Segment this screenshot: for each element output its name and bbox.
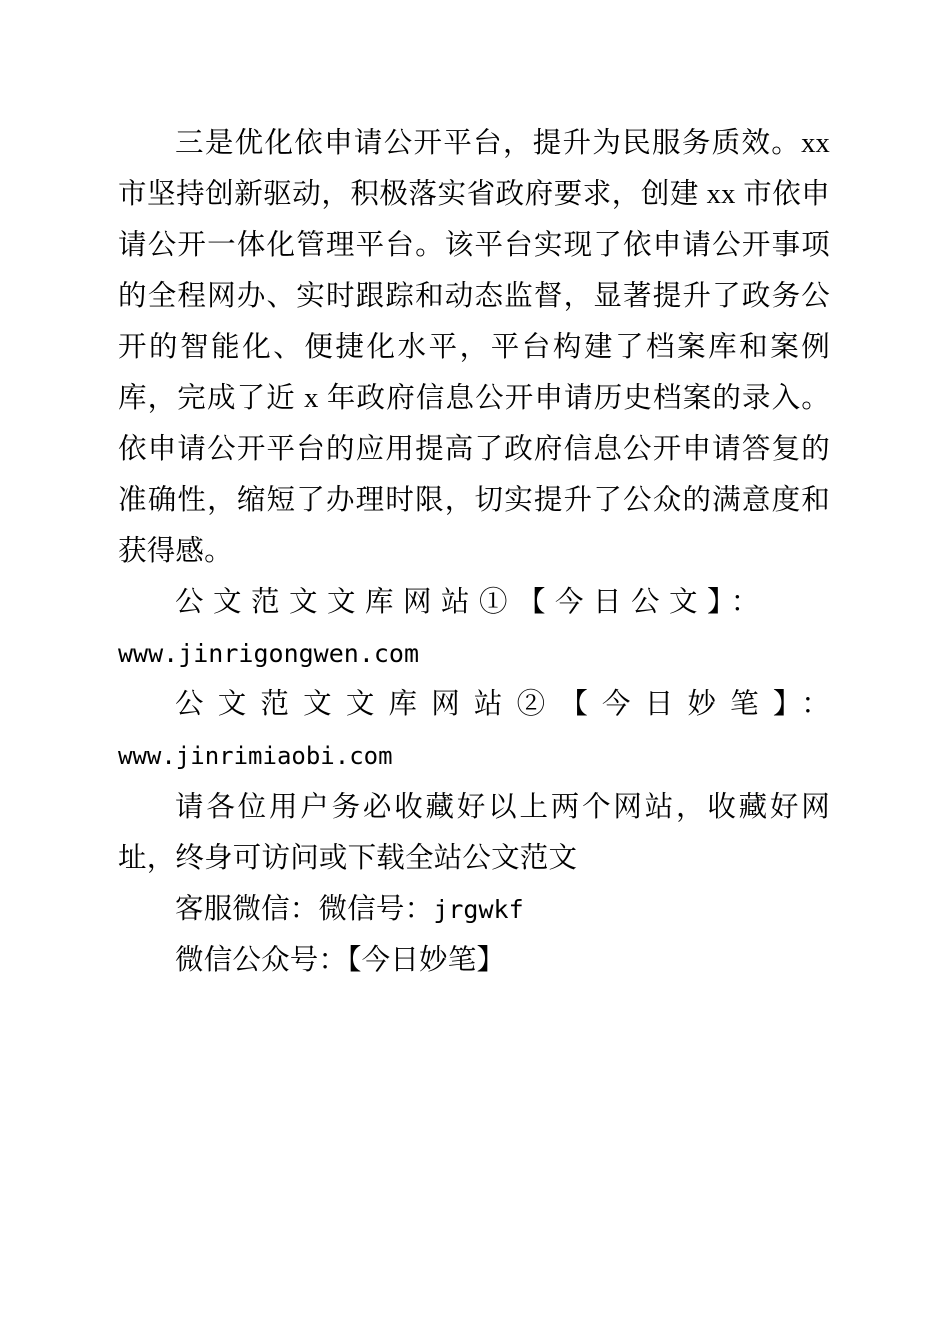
paragraph-main: 三是优化依申请公开平台，提升为民服务质效。xx 市坚持创新驱动，积极落实省政府要求，创建 xx 市依申请公开一体化管理平台。该平台实现了依申请公开事项的全程网办、实时跟踪和动态监督，显著提升了政务公开的智能化、便捷化水平，平台构建了档案库和案例库，完成了近 x 年政府信息公开申请历史档案的录入。依申请公开平台的应用提高了政府信息公开申请答复的准确性，缩短了办理时限，切实提升了公众的满意度和获得感。 xyxy=(118,128,830,567)
site-two-url: www.jinrimiaobi.com xyxy=(118,742,393,770)
paragraph-site-two xyxy=(118,679,830,782)
paragraph-bookmark-notice: 请各位用户务必收藏好以上两个网站，收藏好网址，终身可访问或下载全站公文范文 xyxy=(118,792,830,874)
paragraph-service-wechat xyxy=(118,884,830,935)
document-body xyxy=(118,118,830,986)
site-one-url: www.jinrigongwen.com xyxy=(118,639,420,668)
service-wechat-id: jrgwkf xyxy=(433,895,524,924)
site-one-label: 公文范文文库网站①【今日公文】： xyxy=(175,587,769,618)
paragraph-site-one xyxy=(118,577,830,628)
service-wechat-label: 客服微信：微信号： xyxy=(175,894,434,925)
paragraph-wechat-official: 微信公众号：【今日妙笔】 xyxy=(175,945,506,976)
site-two-label: 公文范文文库网站②【今日妙笔】： xyxy=(175,689,830,720)
paragraph-site-one-url xyxy=(118,628,830,679)
